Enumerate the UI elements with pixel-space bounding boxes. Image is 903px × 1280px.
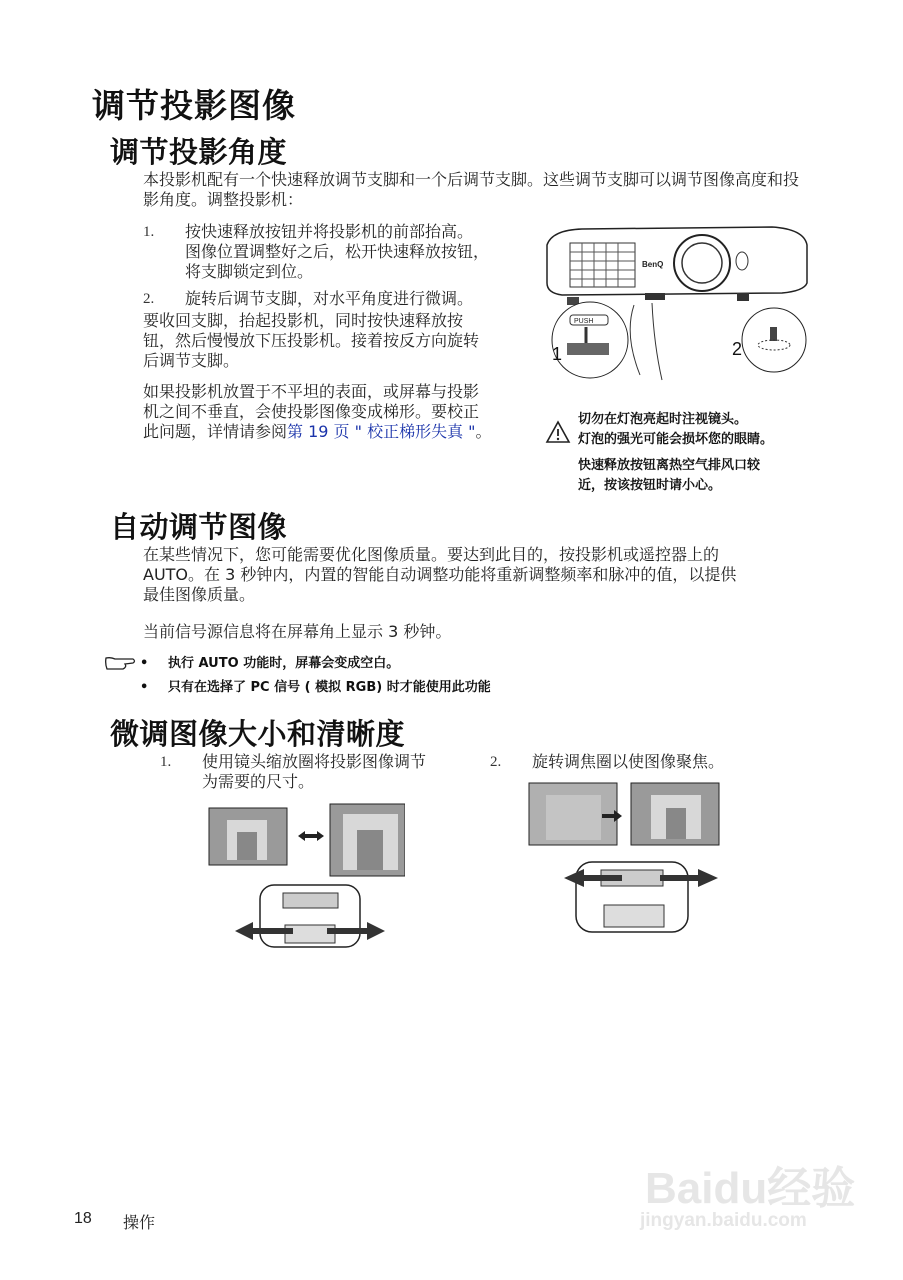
fine-step-1 xyxy=(160,752,470,792)
footer-section: 操作 xyxy=(123,1213,156,1232)
auto-notes xyxy=(140,654,491,698)
step-line: 使用镜头缩放圈将投影图像调节 xyxy=(202,752,427,771)
page-title: 调节投影图像 xyxy=(92,86,296,125)
warning-text xyxy=(578,410,813,496)
section-heading-auto: 自动调节图像 xyxy=(110,510,288,544)
text-line: AUTO。在 3 秒钟内，内置的智能自动调整功能将重新调整频率和脉冲的值，以提供 xyxy=(143,565,737,584)
pointing-hand-icon xyxy=(103,654,137,676)
note-item: 只有在选择了 PC 信号 ( 模拟 RGB) 时才能使用此功能 xyxy=(168,680,491,695)
bullet: • xyxy=(140,680,149,695)
section-heading-fine: 微调图像大小和清晰度 xyxy=(110,717,406,751)
uneven-surface-note xyxy=(143,382,543,442)
auto-paragraph xyxy=(143,545,823,605)
text-line: 快速释放按钮离热空气排风口较 xyxy=(578,458,761,473)
angle-step-1 xyxy=(143,222,543,282)
warning-triangle-icon xyxy=(545,420,571,448)
step-line: 旋转调焦圈以使图像聚焦。 xyxy=(532,752,725,771)
svg-text:2: 2 xyxy=(732,339,743,359)
retract-instructions xyxy=(143,311,543,371)
step-number: 1. xyxy=(143,224,155,240)
step-number: 2. xyxy=(143,291,155,307)
text-line: 此问题，详情请参阅 xyxy=(143,422,288,441)
svg-text:PUSH: PUSH xyxy=(574,318,594,325)
zoom-ring-figure xyxy=(205,800,405,950)
step-line: 旋转后调节支脚，对水平角度进行微调。 xyxy=(185,289,474,308)
angle-intro: 本投影机配有一个快速释放调节支脚和一个后调节支脚。这些调节支脚可以调节图像高度和投影角度。调整投影机： xyxy=(143,170,800,209)
step-line: 为需要的尺寸。 xyxy=(202,772,315,791)
step-number: 1. xyxy=(160,754,172,770)
text-line: 灯泡的强光可能会损坏您的眼睛。 xyxy=(578,432,774,447)
baidu-watermark-url: jingyan.baidu.com xyxy=(640,1210,807,1231)
text-line: 钮，然后慢慢放下压投影机。接着按反方向旋转 xyxy=(143,331,480,350)
focus-ring-figure xyxy=(526,780,726,935)
projector-illustration xyxy=(542,215,812,385)
svg-text:1: 1 xyxy=(552,344,563,364)
fine-step-2 xyxy=(490,752,790,772)
text-line: 要收回支脚，抬起投影机，同时按快速释放按 xyxy=(143,311,464,330)
svg-text:BenQ: BenQ xyxy=(642,260,664,269)
step-number: 2. xyxy=(490,754,502,770)
text-line: 近，按该按钮时请小心。 xyxy=(578,478,722,493)
text-line: 。 xyxy=(475,422,492,441)
keystone-page-link[interactable]: 第 19 页 " 校正梯形失真 " xyxy=(287,422,476,441)
angle-step-2 xyxy=(143,289,543,309)
auto-info: 当前信号源信息将在屏幕角上显示 3 秒钟。 xyxy=(143,622,452,641)
text-line: 切勿在灯泡亮起时注视镜头。 xyxy=(578,412,748,427)
step-line: 将支脚锁定到位。 xyxy=(185,262,314,281)
text-line: 如果投影机放置于不平坦的表面，或屏幕与投影 xyxy=(143,382,480,401)
text-line: 后调节支脚。 xyxy=(143,351,240,370)
step-line: 按快速释放按钮并将投影机的前部抬高。 xyxy=(185,222,474,241)
page-number: 18 xyxy=(74,1210,92,1227)
note-item: 执行 AUTO 功能时，屏幕会变成空白。 xyxy=(168,656,400,671)
text-line: 最佳图像质量。 xyxy=(143,585,256,604)
baidu-watermark-logo: Baidu经验 xyxy=(645,1164,856,1213)
text-line: 在某些情况下，您可能需要优化图像质量。要达到此目的，按投影机或遥控器上的 xyxy=(143,545,720,564)
bullet: • xyxy=(140,656,149,671)
projector-feet-figure xyxy=(542,215,812,385)
text-line: 机之间不垂直，会使投影图像变成梯形。要校正 xyxy=(143,402,480,421)
step-line: 图像位置调整好之后，松开快速释放按钮， xyxy=(185,242,490,261)
section-heading-angle: 调节投影角度 xyxy=(110,135,288,169)
